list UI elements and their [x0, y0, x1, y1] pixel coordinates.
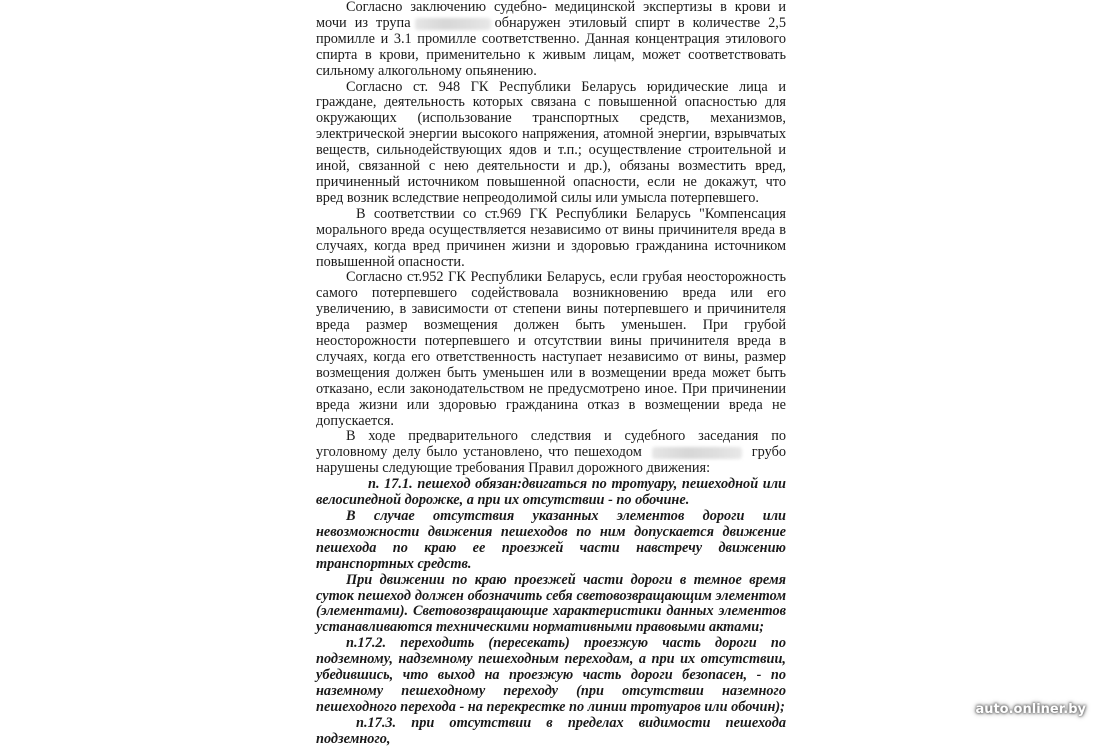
paragraph-text: При движении по краю проезжей части дороги в темное время суток пешеход должен обозначить себя световозвращающим элементом (элементами). Световозвращающие характеристики данных элементов устанавливаются техническими нормативными правовыми актами;	[316, 571, 786, 636]
paragraph-text: Согласно ст. 948 ГК Республики Беларусь юридические лица и граждане, деятельность которых связана с повышенной опасностью для окружающих (использование транспортных средств, механизмов, электрической энергии высокого напряжения, атомной энергии, взрывчатых веществ, сильнодействующих ядов и т.п.; осуществление строительной и иной, связанной с нею деятельности и др.), обязаны возместить вред, причиненный источником повышенной опасности, если не докажут, что вред возник вследствие непреодолимой силы или умысла потерпевшего.	[316, 78, 786, 206]
paragraph-text: п.17.3. при отсутствии в пределах видимости пешехода подземного,	[316, 714, 786, 747]
watermark-label: auto.onliner.by	[975, 702, 1086, 717]
redacted-name	[652, 447, 742, 459]
paragraph-rule-17-1	[316, 477, 786, 509]
paragraph-investigation	[316, 429, 786, 477]
paragraph-rule-17-2	[316, 636, 786, 716]
paragraph-article-952	[316, 270, 786, 429]
paragraph-text: В случае отсутствия указанных элементов дороги или невозможности движения пешеходов по ним допускается движение пешехода по краю ее проезжей части навстречу движению транспортных средств.	[316, 508, 786, 572]
redacted-name	[415, 18, 491, 30]
paragraph-text: п. 17.1. пешеход обязан:двигаться по тротуару, пешеходной или велосипедной дорожке, а при их отсутствии - по обочине.	[316, 476, 786, 509]
paragraph-forensic-conclusion	[316, 0, 786, 80]
paragraph-text: Согласно заключению судебно- медицинской экспертизы в крови и мочи из трупа	[316, 0, 786, 31]
paragraph-rule-17-3	[316, 716, 786, 748]
paragraph-text: В ходе предварительного следствия и судебного заседания по уголовному делу было установлено, что пешеходом	[316, 428, 786, 461]
paragraph-rule-absence-of-elements	[316, 509, 786, 573]
paragraph-article-969	[316, 207, 786, 271]
paragraph-text: В соответствии со ст.969 ГК Республики Беларусь "Компенсация морального вреда осуществляется независимо от вины причинителя вреда в случаях, когда вред причинен жизни и здоровью гражданина источником повышенной опасности.	[316, 205, 786, 270]
paragraph-text: Согласно ст.952 ГК Республики Беларусь, если грубая неосторожность самого потерпевшего содействовала возникновению вреда или его увеличению, в зависимости от степени вины потерпевшего и причинителя вреда размер возмещения должен быть уменьшен. При грубой неосторожности потерпевшего и отсутствии вины причинителя вреда в случаях, когда его ответственность наступает независимо от вины, размер возмещения должен быть уменьшен или в возмещении вреда может быть отказано, если законодательством не предусмотрено иное. При причинении вреда жизни или здоровью гражданина отказ в возмещении вреда не допускается.	[316, 269, 786, 429]
paragraph-text: обнаружен этиловый спирт в количестве 2,5 промилле и 3.1 промилле соответственно. Данная концентрация этилового спирта в крови, применительно к живым лицам, может соответствовать сильному алкогольному опьянению.	[316, 14, 786, 79]
paragraph-article-948	[316, 80, 786, 207]
paragraph-rule-dark-time	[316, 573, 786, 637]
document-page	[316, 0, 786, 748]
paragraph-text: грубо нарушены следующие требования Правил дорожного движения:	[316, 444, 786, 477]
paragraph-text: п.17.2. переходить (пересекать) проезжую часть дороги по подземному, надземному пешеходным переходам, а при их отсутствии, убедившись, что выход на проезжую часть дороги безопасен, - по наземному пешеходному переходу (при отсутствии наземного пешеходного перехода - на перекрестке по линии тротуаров или обочин);	[316, 635, 786, 715]
